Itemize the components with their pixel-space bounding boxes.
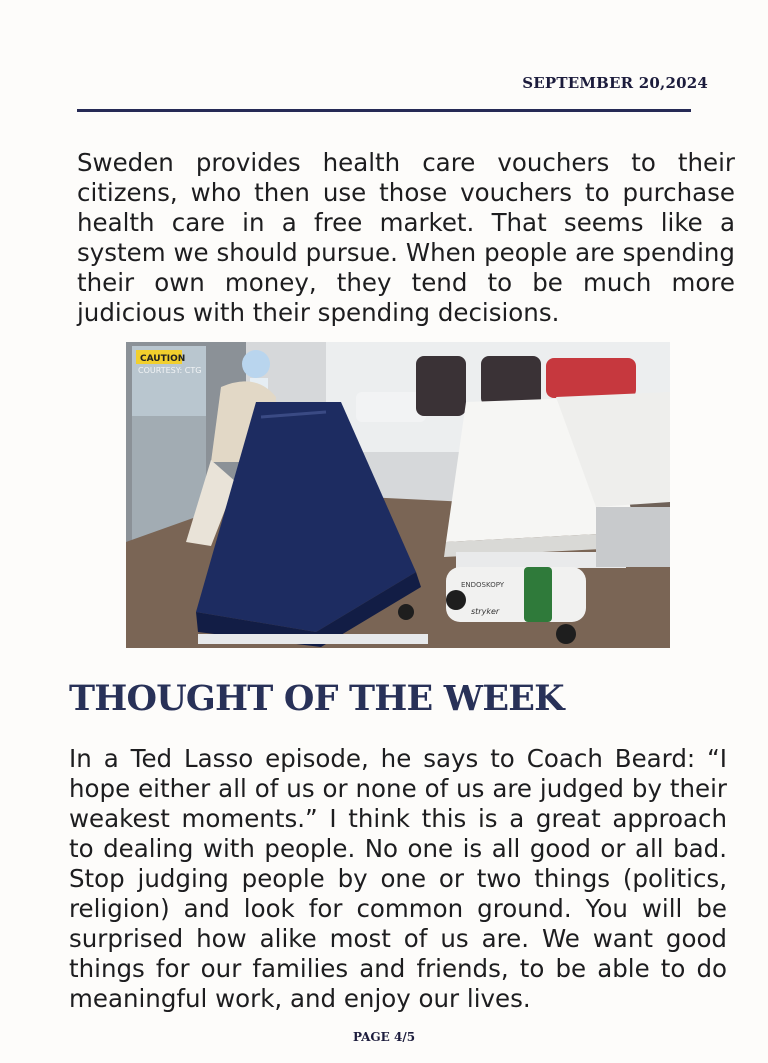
thought-paragraph: In a Ted Lasso episode, he says to Coach Beard: “I hope either all of us or none of us are judged by their weakest moments.” I think this is a great approach to dealing with people. No one is all good or all bad. Stop judging people by one or two things (politics, religion) and look for common ground. You will be surprised how alike most of us are. We want good things for our families and friends, to be able to do meaningful work, and enjoy our lives.	[69, 744, 727, 1013]
header-divider	[77, 109, 691, 112]
stretcher-maker-text: stryker	[471, 607, 500, 616]
issue-date: SEPTEMBER 20,2024	[522, 74, 708, 92]
page-number: PAGE 4/5	[352, 1030, 416, 1044]
hospital-stretchers-photo	[126, 342, 670, 648]
caution-sign-text: CAUTION	[140, 354, 186, 364]
article-paragraph: Sweden provides health care vouchers to their citizens, who then use those vouchers to purchase health care in a free market. That seems like a system we should pursue. When people are spending their own money, they tend to be much more judicious with their spending decisions.	[77, 148, 735, 327]
photo-credit: COURTESY: CTG	[138, 366, 202, 375]
thought-of-the-week-heading: THOUGHT OF THE WEEK	[69, 678, 564, 719]
stretcher-brand-text: ENDOSKOPY	[461, 581, 505, 589]
